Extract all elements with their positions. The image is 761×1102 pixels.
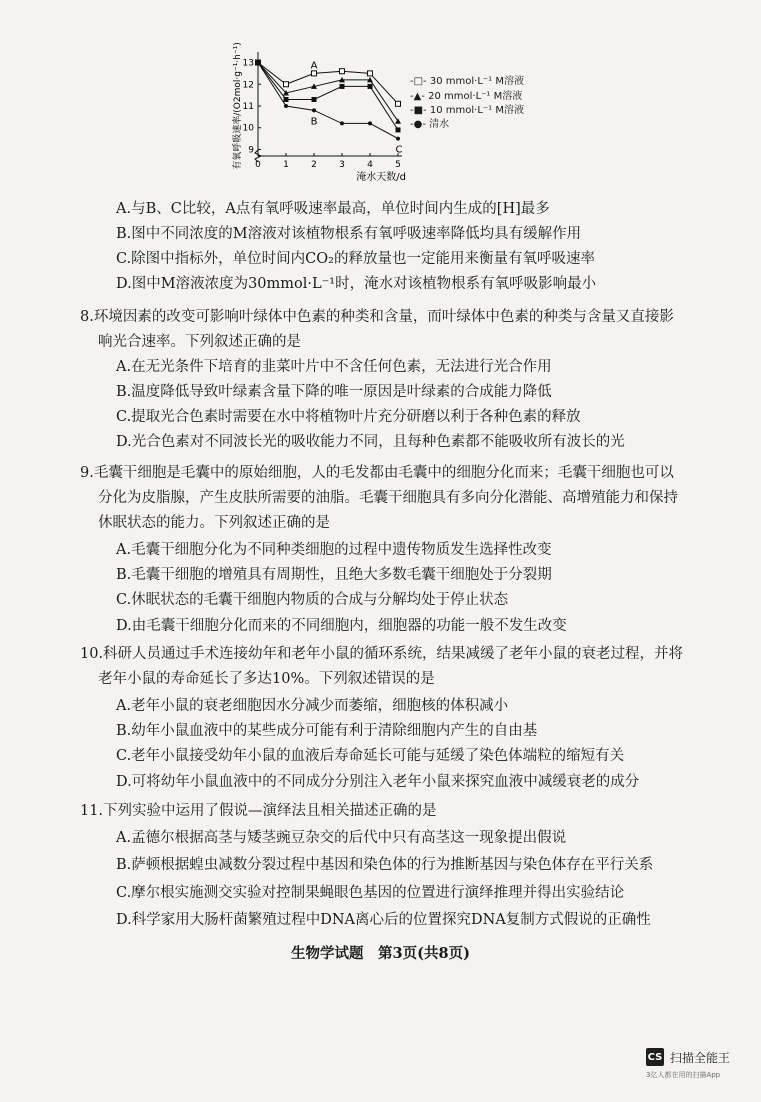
logo-name: 扫描全能王 — [670, 1050, 731, 1065]
text-line: C.提取光合色素时需要在水中将植物叶片充分研磨以利于各种色素的释放 — [116, 409, 581, 425]
data-point — [284, 82, 289, 87]
x-tick-label: 1 — [283, 160, 289, 170]
text-line: D.科学家用大肠杆菌繁殖过程中DNA离心后的位置探究DNA复制方式假说的正确性 — [116, 912, 651, 928]
y-axis-label: 有氧呼吸速率/(O2mol·g⁻¹·h⁻¹) — [233, 42, 243, 170]
text-line: C.休眠状态的毛囊干细胞内物质的合成与分解均处于停止状态 — [116, 592, 509, 608]
point-annotation: B — [310, 116, 318, 128]
text-line: B.幼年小鼠血液中的某些成分可能有利于清除细胞内产生的自由基 — [116, 723, 538, 739]
point-annotation: A — [310, 60, 318, 72]
data-point — [340, 69, 345, 74]
y-tick-label: 10 — [242, 123, 254, 134]
camscanner-logo — [646, 1048, 730, 1066]
data-point — [256, 61, 260, 65]
data-point — [284, 104, 288, 108]
point-annotation: C — [395, 144, 403, 156]
data-point — [368, 84, 373, 89]
data-point — [312, 97, 317, 102]
filled-square-marker-icon: -■- — [410, 105, 427, 116]
data-point — [312, 108, 316, 112]
text-line: D.光合色素对不同波长光的吸收能力不同，且每种色素都不能吸收所有波长的光 — [116, 434, 625, 450]
cs-badge-icon: CS — [646, 1048, 664, 1066]
text-line: A.在无光条件下培育的韭菜叶片中不含任何色素，无法进行光合作用 — [116, 359, 552, 375]
text-line: B.温度降低导致叶绿素含量下降的唯一原因是叶绿素的合成能力降低 — [116, 384, 552, 400]
y-tick-label: 13 — [242, 58, 254, 69]
data-point — [368, 71, 373, 76]
data-point — [340, 84, 345, 89]
text-line: A.与B、C比较，A点有氧呼吸速率最高，单位时间内生成的[H]最多 — [116, 201, 550, 217]
text-line: A.毛囊干细胞分化为不同种类细胞的过程中遗传物质发生选择性改变 — [116, 542, 552, 558]
text-line: D.由毛囊干细胞分化而来的不同细胞内，细胞器的功能一般不发生改变 — [116, 618, 567, 634]
text-line: B.萨顿根据蝗虫减数分裂过程中基因和染色体的行为推断基因与染色体存在平行关系 — [116, 857, 654, 873]
text-line: 分化为皮脂腺，产生皮肤所需要的油脂。毛囊干细胞具有多向分化潜能、高增殖能力和保持 — [98, 490, 678, 506]
text-line: 休眠状态的能力。下列叙述正确的是 — [98, 515, 330, 531]
legend-item-10: -■- 10 mmol·L⁻¹ M溶液 — [410, 105, 524, 116]
x-tick-label: 5 — [395, 160, 401, 170]
text-line: 老年小鼠的寿命延长了多达10%。下列叙述错误的是 — [98, 671, 435, 687]
page-footer: 生物学试题 第3页(共8页) — [291, 945, 470, 962]
logo-tagline: 3亿人都在用的扫描App — [646, 1071, 721, 1079]
data-point — [396, 137, 400, 141]
respiration-line-chart — [228, 36, 408, 186]
x-tick-label: 2 — [311, 160, 317, 170]
text-line: 9.毛囊干细胞是毛囊中的原始细胞，人的毛发都由毛囊中的细胞分化而来；毛囊干细胞也可以 — [80, 465, 674, 481]
text-line: C.老年小鼠接受幼年小鼠的血液后寿命延长可能与延缓了染色体端粒的缩短有关 — [116, 748, 625, 764]
text-line: 11.下列实验中运用了假说—演绎法且相关描述正确的是 — [80, 803, 437, 819]
series-line — [258, 63, 398, 139]
x-tick-label: 3 — [339, 160, 345, 170]
text-line: 8.环境因素的改变可影响叶绿体中色素的种类和含量，而叶绿体中色素的种类与含量又直接影 — [80, 309, 674, 325]
legend-item-20: -▲- 20 mmol·L⁻¹ M溶液 — [410, 91, 523, 102]
data-point — [368, 121, 372, 125]
open-square-marker-icon: -□- — [410, 76, 427, 87]
text-line: 响光合速率。下列叙述正确的是 — [98, 334, 301, 350]
y-tick-label: 9 — [248, 145, 254, 156]
text-line: D.可将幼年小鼠血液中的不同成分分别注入老年小鼠来探究血液中减缓衰老的成分 — [116, 774, 640, 790]
text-line: 10.科研人员通过手术连接幼年和老年小鼠的循环系统，结果减缓了老年小鼠的衰老过程，并将 — [80, 646, 684, 662]
triangle-marker-icon: -▲- — [410, 91, 425, 102]
series-line — [258, 63, 398, 122]
text-line: A.孟德尔根据高茎与矮茎豌豆杂交的后代中只有高茎这一现象提出假说 — [116, 830, 567, 846]
text-line: B.图中不同浓度的M溶液对该植物根系有氧呼吸速率降低均具有缓解作用 — [116, 226, 582, 242]
legend-item-30: -□- 30 mmol·L⁻¹ M溶液 — [410, 76, 524, 87]
x-tick-label: 0 — [255, 160, 261, 170]
data-point — [396, 127, 401, 132]
y-tick-label: 11 — [242, 102, 254, 112]
data-point — [395, 118, 401, 124]
legend-item-water: -●- 清水 — [410, 119, 450, 130]
data-point — [284, 97, 289, 102]
data-point — [340, 121, 344, 125]
text-line: D.图中M溶液浓度为30mmol·L⁻¹时，淹水对该植物根系有氧呼吸影响最小 — [116, 276, 597, 292]
text-line: C.除图中指标外，单位时间内CO₂的释放量也一定能用来衡量有氧呼吸速率 — [116, 251, 595, 267]
x-axis-label: 淹水天数/d — [356, 172, 406, 183]
text-line: B.毛囊干细胞的增殖具有周期性，且绝大多数毛囊干细胞处于分裂期 — [116, 567, 552, 583]
dot-marker-icon: -●- — [410, 119, 426, 130]
text-line: C.摩尔根实施测交实验对控制果蝇眼色基因的位置进行演绎推理并得出实验结论 — [116, 885, 625, 901]
data-point — [396, 101, 401, 106]
x-tick-label: 4 — [367, 160, 373, 170]
data-point — [312, 71, 317, 76]
text-line: A.老年小鼠的衰老细胞因水分减少而萎缩，细胞核的体积减小 — [116, 698, 509, 714]
y-tick-label: 12 — [242, 80, 254, 91]
